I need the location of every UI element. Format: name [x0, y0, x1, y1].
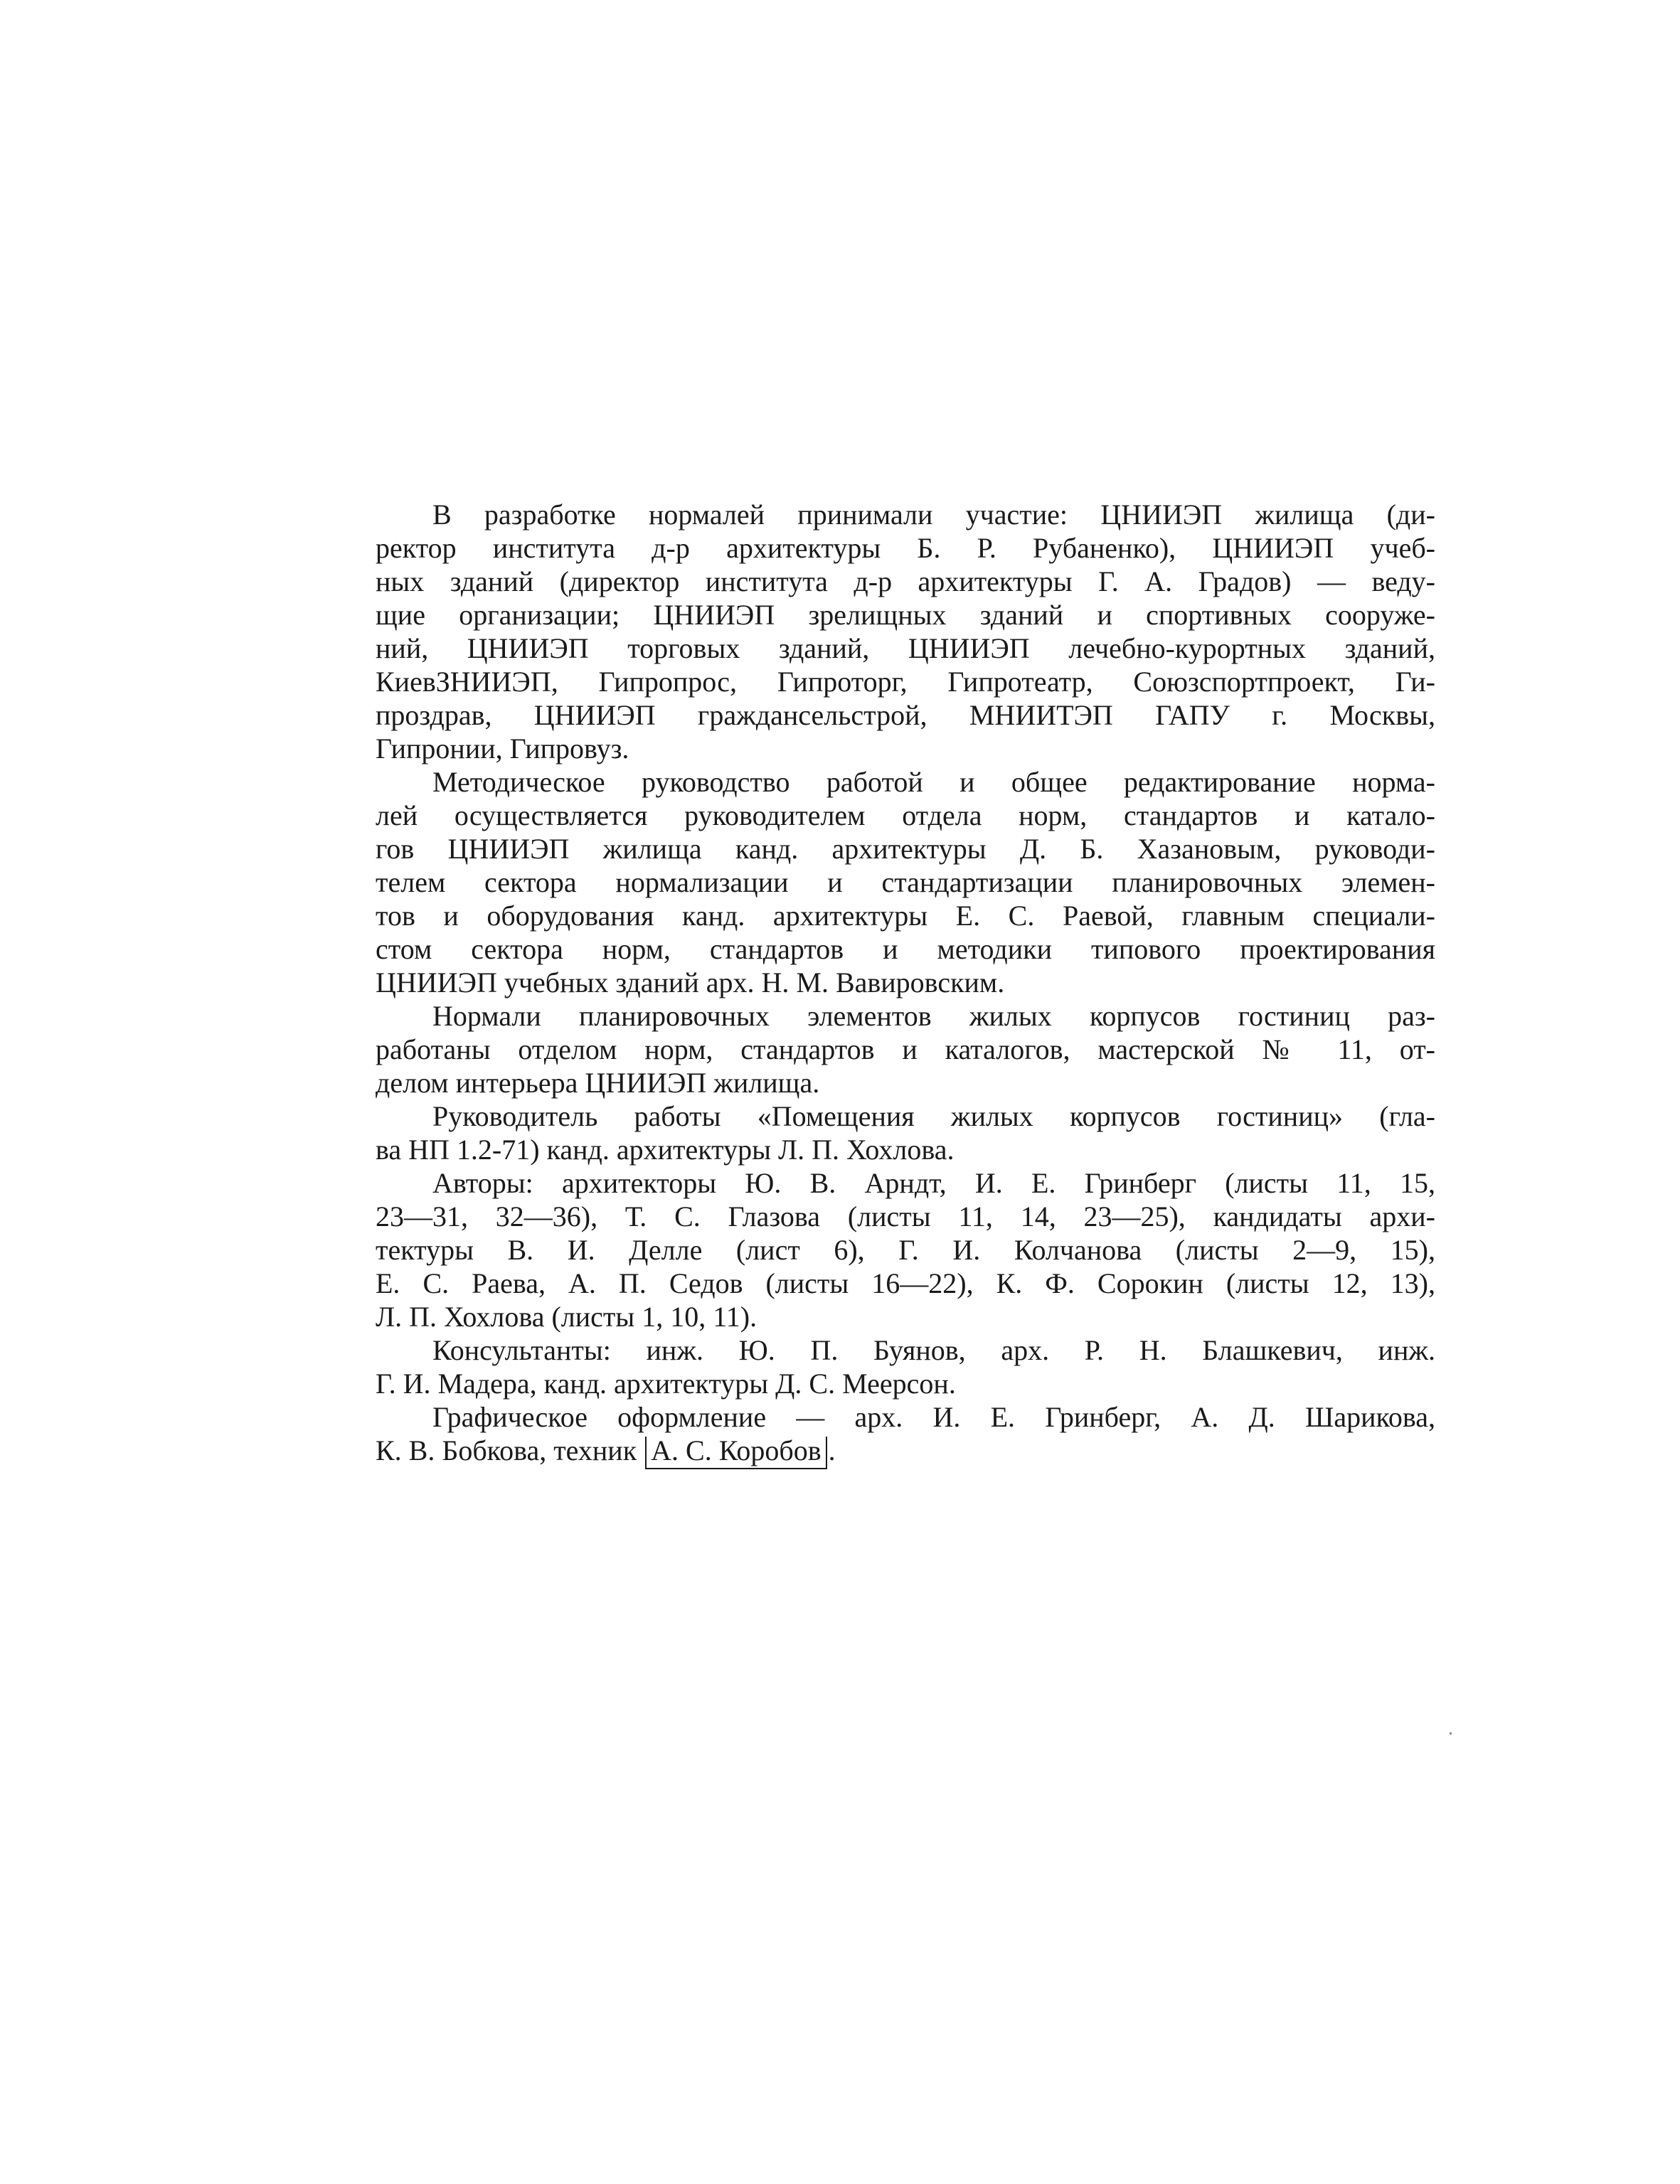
text-line: В разработке нормалей принимали участие: ЦНИИЭП жилища (ди-: [432, 499, 1435, 531]
text-line: тов и оборудования канд. архитектуры Е. С. Раевой, главным специали-: [376, 900, 1435, 932]
paragraph-participants: [376, 498, 1435, 765]
text-line: Руководитель работы «Помещения жилых корпусов гостиниц» (гла-: [432, 1100, 1435, 1132]
text-line: работаны отделом норм, стандартов и каталогов, мастерской № 11, от-: [376, 1033, 1435, 1065]
text-line: Графическое оформление — арх. И. Е. Гринберг, А. Д. Шарикова,: [432, 1401, 1435, 1433]
text-line: лей осуществляется руководителем отдела норм, стандартов и катало-: [376, 799, 1435, 831]
final-line-prefix: К. В. Бобкова, техник: [376, 1434, 637, 1466]
credits-text: [376, 498, 1435, 1467]
text-line: щие организации; ЦНИИЭП зрелищных зданий и спортивных сооруже-: [376, 599, 1435, 631]
text-line: Нормали планировочных элементов жилых корпусов гостиниц раз-: [432, 1000, 1435, 1032]
text-line: КиевЗНИИЭП, Гипропрос, Гипроторг, Гипротеатр, Союзспортпроект, Ги-: [376, 666, 1435, 698]
text-line: телем сектора нормализации и стандартизации планировочных элемен-: [376, 866, 1435, 898]
text-line: [376, 1434, 1435, 1467]
text-line: ний, ЦНИИЭП торговых зданий, ЦНИИЭП лечебно-курортных зданий,: [376, 632, 1435, 664]
paragraph-supervision: [376, 765, 1435, 999]
text-line: Консультанты: инж. Ю. П. Буянов, арх. Р. Н. Блашкевич, инж.: [432, 1334, 1435, 1366]
text-line: Е. С. Раева, А. П. Седов (листы 16—22), К. Ф. Сорокин (листы 12, 13),: [376, 1267, 1435, 1299]
text-line: ЦНИИЭП учебных зданий арх. Н. М. Вавировским.: [376, 966, 1005, 998]
paragraph-developers: [376, 999, 1435, 1099]
text-line: 23—31, 32—36), Т. С. Глазова (листы 11, 14, 23—25), кандидаты архи-: [376, 1200, 1435, 1232]
paragraph-authors: [376, 1166, 1435, 1333]
text-line: Г. И. Мадера, канд. архитектуры Д. С. Меерсон.: [376, 1368, 956, 1400]
text-line: тектуры В. И. Делле (лист 6), Г. И. Колчанова (листы 2—9, 15),: [376, 1234, 1435, 1266]
text-line: ректор института д-р архитектуры Б. Р. Рубаненко), ЦНИИЭП учеб-: [376, 532, 1435, 564]
paragraph-consultants: [376, 1333, 1435, 1400]
text-line: ва НП 1.2-71) канд. архитектуры Л. П. Хохлова.: [376, 1134, 955, 1166]
final-line-suffix: .: [828, 1434, 836, 1466]
text-line: проздрав, ЦНИИЭП граждансельстрой, МНИИТЭП ГАПУ г. Москвы,: [376, 699, 1435, 731]
text-line: делом интерьера ЦНИИЭП жилища.: [376, 1067, 820, 1099]
text-line: Л. П. Хохлова (листы 1, 10, 11).: [376, 1301, 757, 1333]
paragraph-head-of-work: [376, 1099, 1435, 1166]
text-line: Методическое руководство работой и общее редактирование норма-: [432, 766, 1435, 798]
text-line: Авторы: архитекторы Ю. В. Арндт, И. Е. Гринберг (листы 11, 15,: [432, 1167, 1435, 1199]
text-line: гов ЦНИИЭП жилища канд. архитектуры Д. Б. Хазановым, руководи-: [376, 833, 1435, 865]
paragraph-graphics: [376, 1400, 1435, 1467]
scan-speck: [1450, 1732, 1452, 1735]
text-line: ных зданий (директор института д-р архитектуры Г. А. Градов) — веду-: [376, 565, 1435, 597]
text-line: Гипронии, Гипровуз.: [376, 733, 629, 765]
text-line: стом сектора норм, стандартов и методики типового проектирования: [376, 933, 1435, 965]
boxed-name-frame: А. С. Коробов: [645, 1437, 827, 1469]
